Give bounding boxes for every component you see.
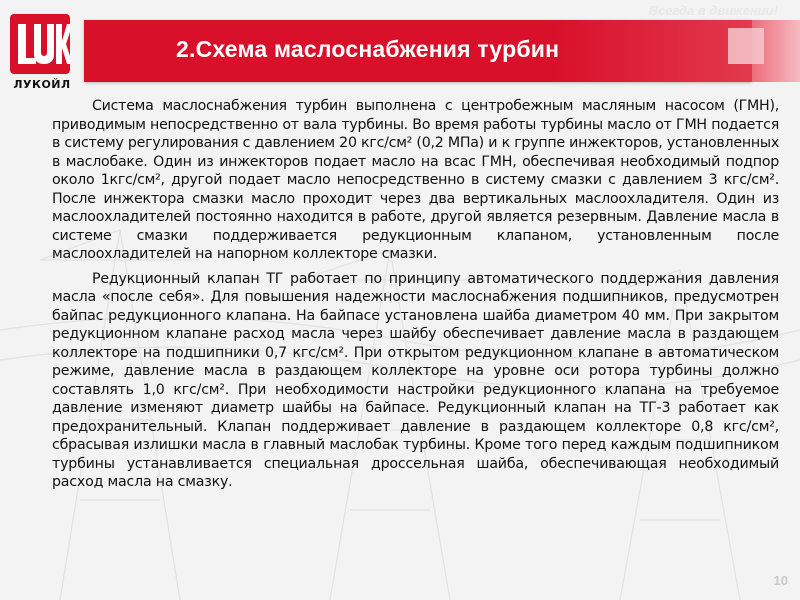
logo-wordmark: ЛУКОЙЛ	[13, 78, 71, 91]
paragraph-2: Редукционный клапан ТГ работает по принципу автоматического поддержания давления масла «после себя». Для повышения надежности маслоснабжения подшипников, предусмотрен байпас редукционного клапана. На байпасе установлена шайба диаметром 40 мм. При закрытом редукционном клапане расход масла через шайбу обеспечивает давление масла в раздающем коллекторе на подшипники 0,7 кгс/см². При открытом редукционном клапане в автоматическом режиме, давление масла в раздающем коллекторе на уровне оси ротора турбины должно составлять 1,0 кгс/см². При необходимости настройки редукционного клапана на требуемое давление изменяют диаметр шайбы на байпасе. Редукционный клапан на ТГ-3 работает как предохранительный. Клапан поддерживает давление в раздающем коллекторе 0,8 кгс/см², сбрасывая излишки масла в главный маслобак турбины. Кроме того перед каждым подшипником турбины устанавливается специальная дроссельная шайба, обеспечивающая необходимый расход масла на смазку.	[52, 270, 779, 490]
decorative-square	[728, 28, 764, 64]
body-text	[52, 97, 779, 492]
page-number: 10	[773, 573, 788, 588]
lukoil-logo	[8, 14, 72, 94]
tagline: Всегда в движении!	[648, 3, 778, 18]
lukoil-logo-mark	[10, 14, 70, 74]
paragraph-1: Система маслоснабжения турбин выполнена с центробежным масляным насосом (ГМН), приводимым непосредственно от вала турбины. Во время работы турбины масло от ГМН подается в систему регулирования с давлением 20 кгс/см² (0,2 МПа) и к группе инжекторов, установленных в маслобаке. Один из инжекторов подает масло на всас ГМН, обеспечивая необходимый подпор около 1кгс/см², другой подает масло непосредственно в систему смазки с давлением 3 кгс/см². После инжектора смазки масло проходит через два вертикальных маслоохладителя. Один из маслоохладителей постоянно находится в работе, другой является резервным. Давление масла в системе смазки поддерживается редукционным клапаном, установленным после маслоохладителей на напорном коллекторе смазки.	[52, 98, 779, 262]
slide-title: 2.Схема маслоснабжения турбин	[176, 36, 560, 62]
